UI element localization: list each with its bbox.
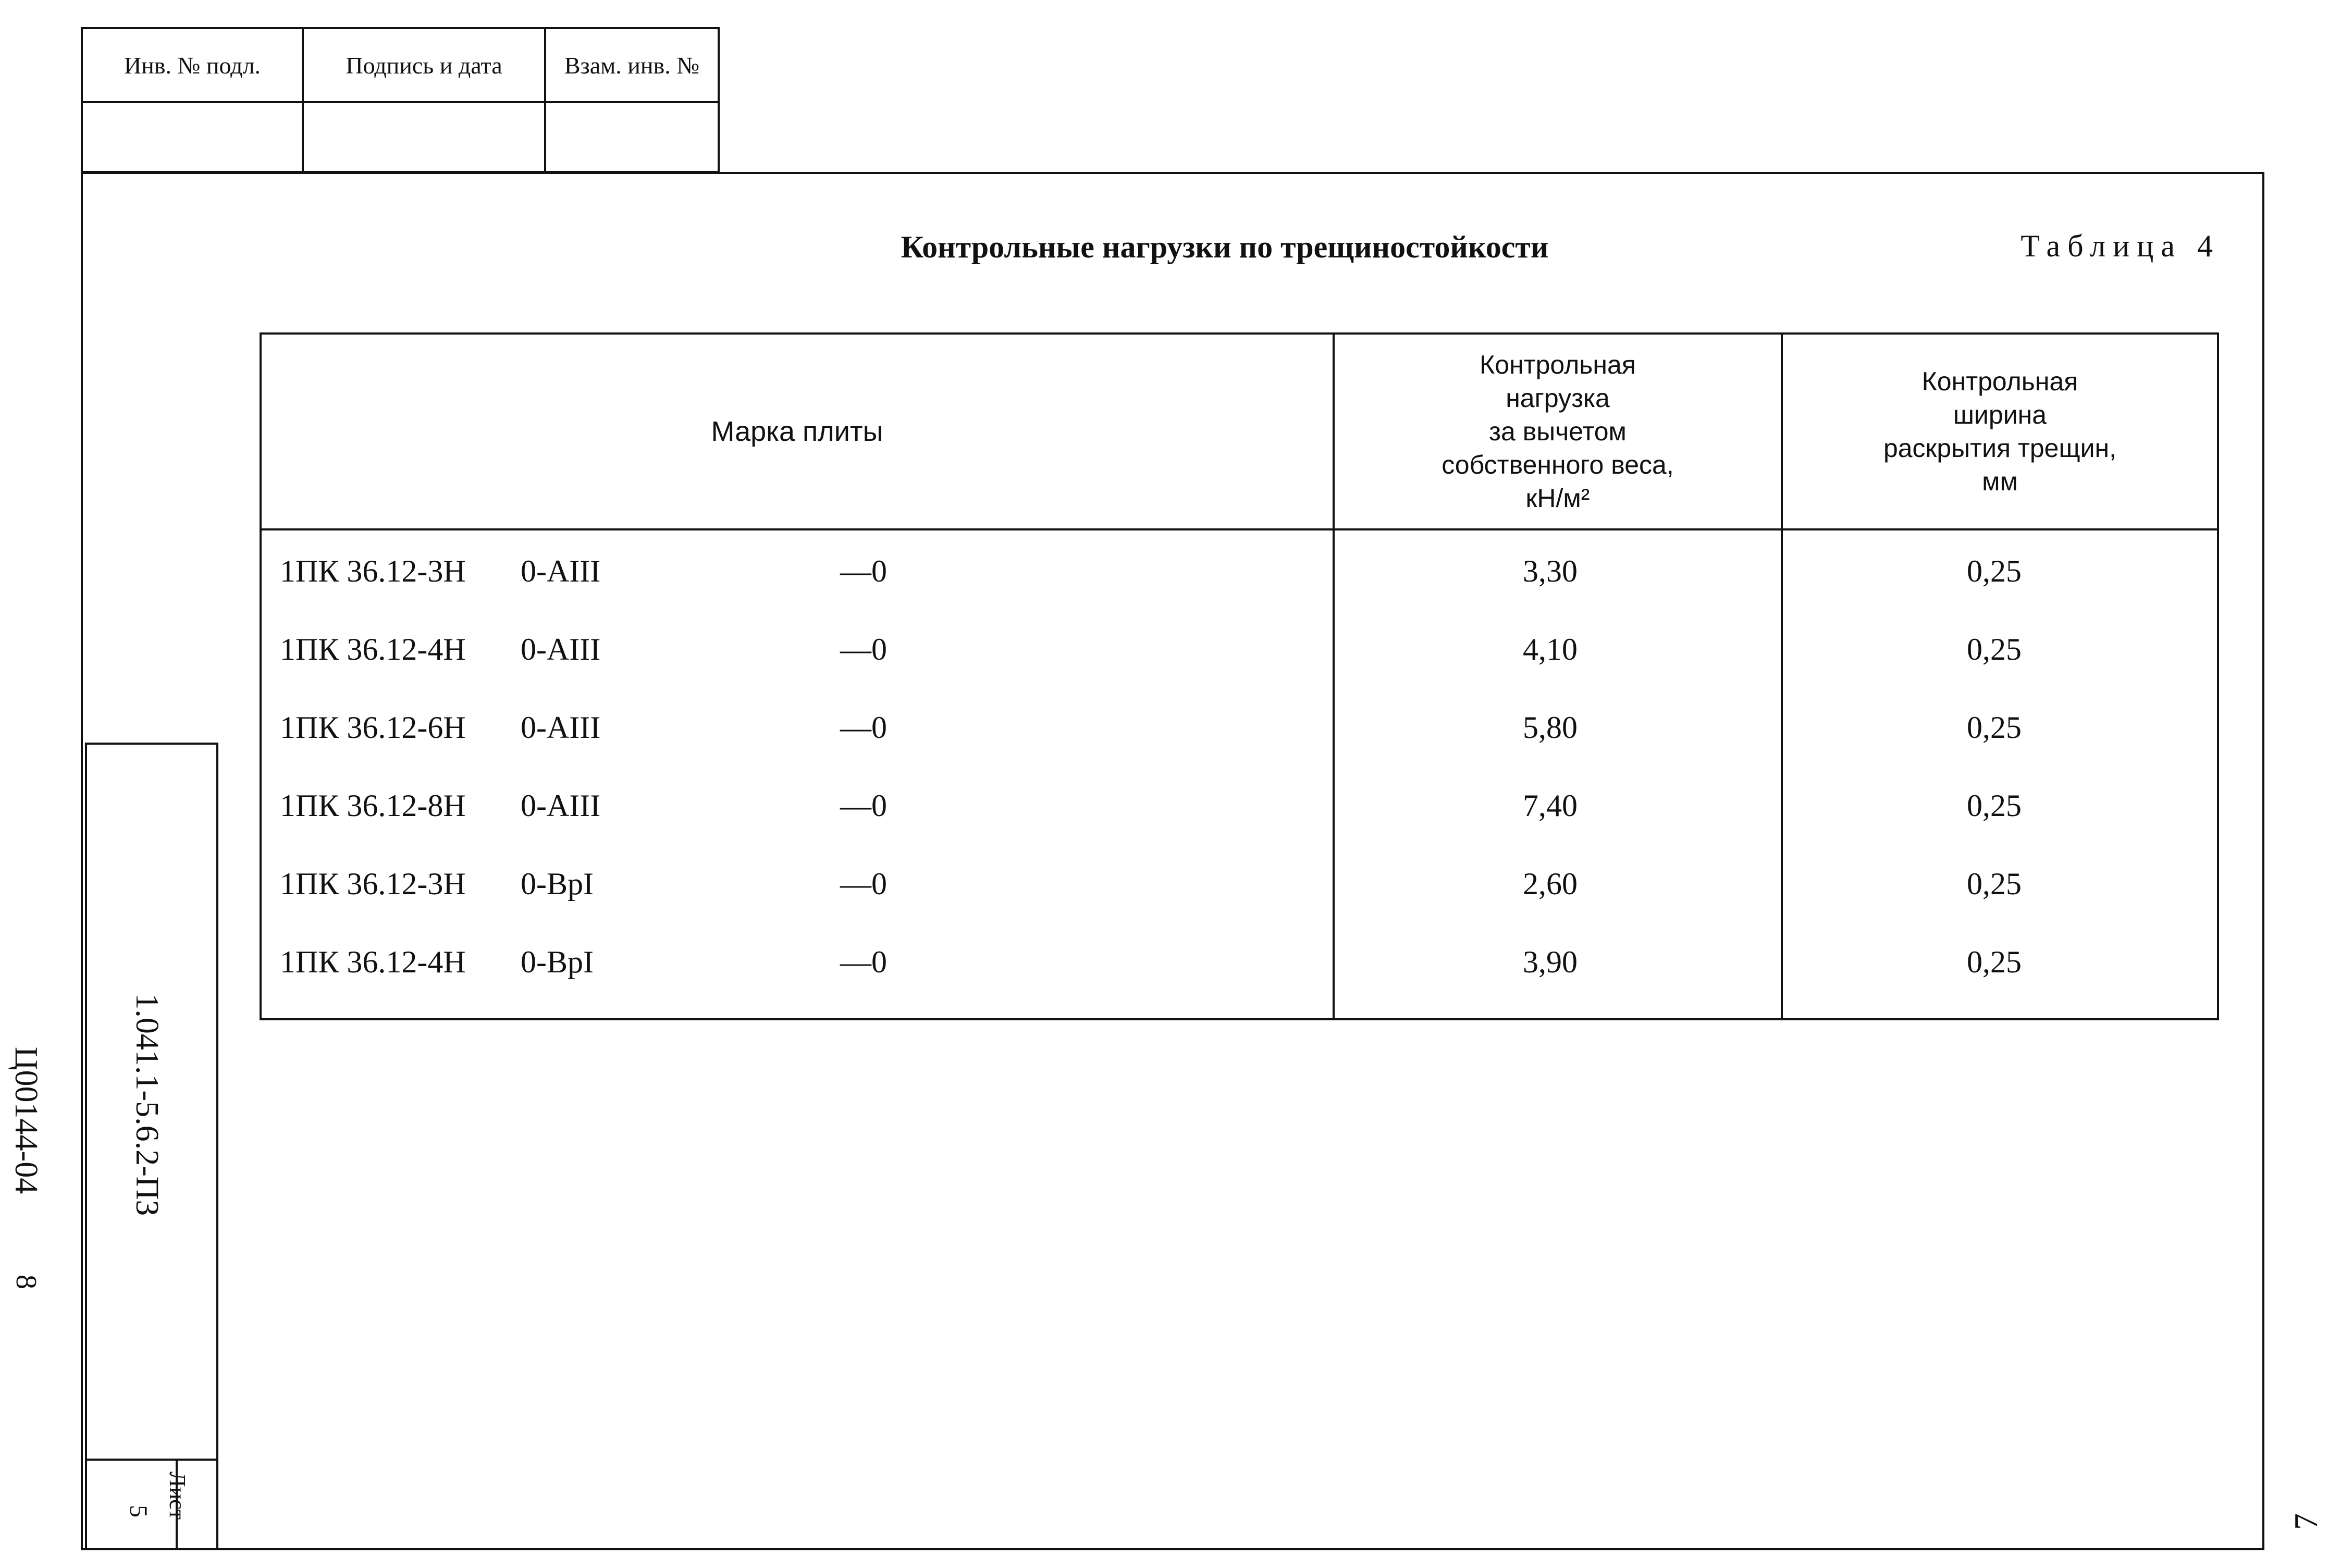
table-row (262, 767, 2217, 845)
cell-steel: 0-AIII (521, 554, 601, 588)
stamp-inv-podl: Инв. № подл. (124, 52, 261, 79)
page-number: 7 (2287, 1513, 2324, 1530)
header-load: Контрольная нагрузка за вычетом собственного веса, кН/м² (1441, 350, 1674, 513)
cell-steel: 0-ВрI (521, 867, 594, 901)
cell-mark: 1ПК 36.12-6Н (280, 710, 466, 745)
cell-mark: 1ПК 36.12-3Н (280, 867, 466, 901)
approval-stamp (81, 27, 720, 173)
stamp-vzam-inv: Взам. инв. № (564, 52, 700, 79)
list-label: Лист (165, 1471, 190, 1520)
cell-suffix: —0 (840, 632, 887, 666)
side-divider (87, 1459, 216, 1461)
cell-load: 3,30 (1523, 554, 1578, 588)
header-crack: Контрольная ширина раскрытия трещин, мм (1883, 367, 2117, 496)
doc-code: 1.041.1-5.6.2-ПЗ (129, 993, 165, 1216)
cell-mark: 1ПК 36.12-4Н (280, 945, 466, 979)
table-row (262, 923, 2217, 1002)
cell-suffix: —0 (840, 710, 887, 745)
cell-steel: 0-AIII (521, 632, 601, 666)
cell-crack: 0,25 (1967, 710, 2022, 745)
cell-suffix: —0 (840, 867, 887, 901)
table-row (262, 611, 2217, 689)
archive-page: 8 (10, 1275, 42, 1289)
table-label: Таблица 4 (2020, 229, 2220, 263)
cell-crack: 0,25 (1967, 945, 2022, 979)
table-title: Контрольные нагрузки по трещиностойкости (901, 230, 1549, 264)
cell-mark: 1ПК 36.12-3Н (280, 554, 466, 588)
cell-load: 5,80 (1523, 710, 1578, 745)
cell-steel: 0-ВрI (521, 945, 594, 979)
cell-crack: 0,25 (1967, 867, 2022, 901)
cell-suffix: —0 (840, 945, 887, 979)
cell-suffix: —0 (840, 788, 887, 823)
cell-load: 3,90 (1523, 945, 1578, 979)
list-number: 5 (125, 1505, 152, 1517)
archive-code: Ц00144-04 (8, 1046, 44, 1194)
cell-load: 2,60 (1523, 867, 1578, 901)
cell-suffix: —0 (840, 554, 887, 588)
cell-crack: 0,25 (1967, 632, 2022, 666)
cell-load: 7,40 (1523, 788, 1578, 823)
stamp-divider (83, 101, 718, 103)
header-divider (262, 528, 2217, 530)
table-row (262, 689, 2217, 767)
cell-steel: 0-AIII (521, 710, 601, 745)
cell-steel: 0-AIII (521, 788, 601, 823)
cell-mark: 1ПК 36.12-8Н (280, 788, 466, 823)
cell-crack: 0,25 (1967, 554, 2022, 588)
cell-load: 4,10 (1523, 632, 1578, 666)
load-table (260, 332, 2219, 1020)
cell-mark: 1ПК 36.12-4Н (280, 632, 466, 666)
table-row (262, 533, 2217, 611)
stamp-podpis-data: Подпись и дата (346, 52, 502, 79)
table-row (262, 845, 2217, 923)
header-mark: Марка плиты (711, 416, 883, 447)
cell-crack: 0,25 (1967, 788, 2022, 823)
